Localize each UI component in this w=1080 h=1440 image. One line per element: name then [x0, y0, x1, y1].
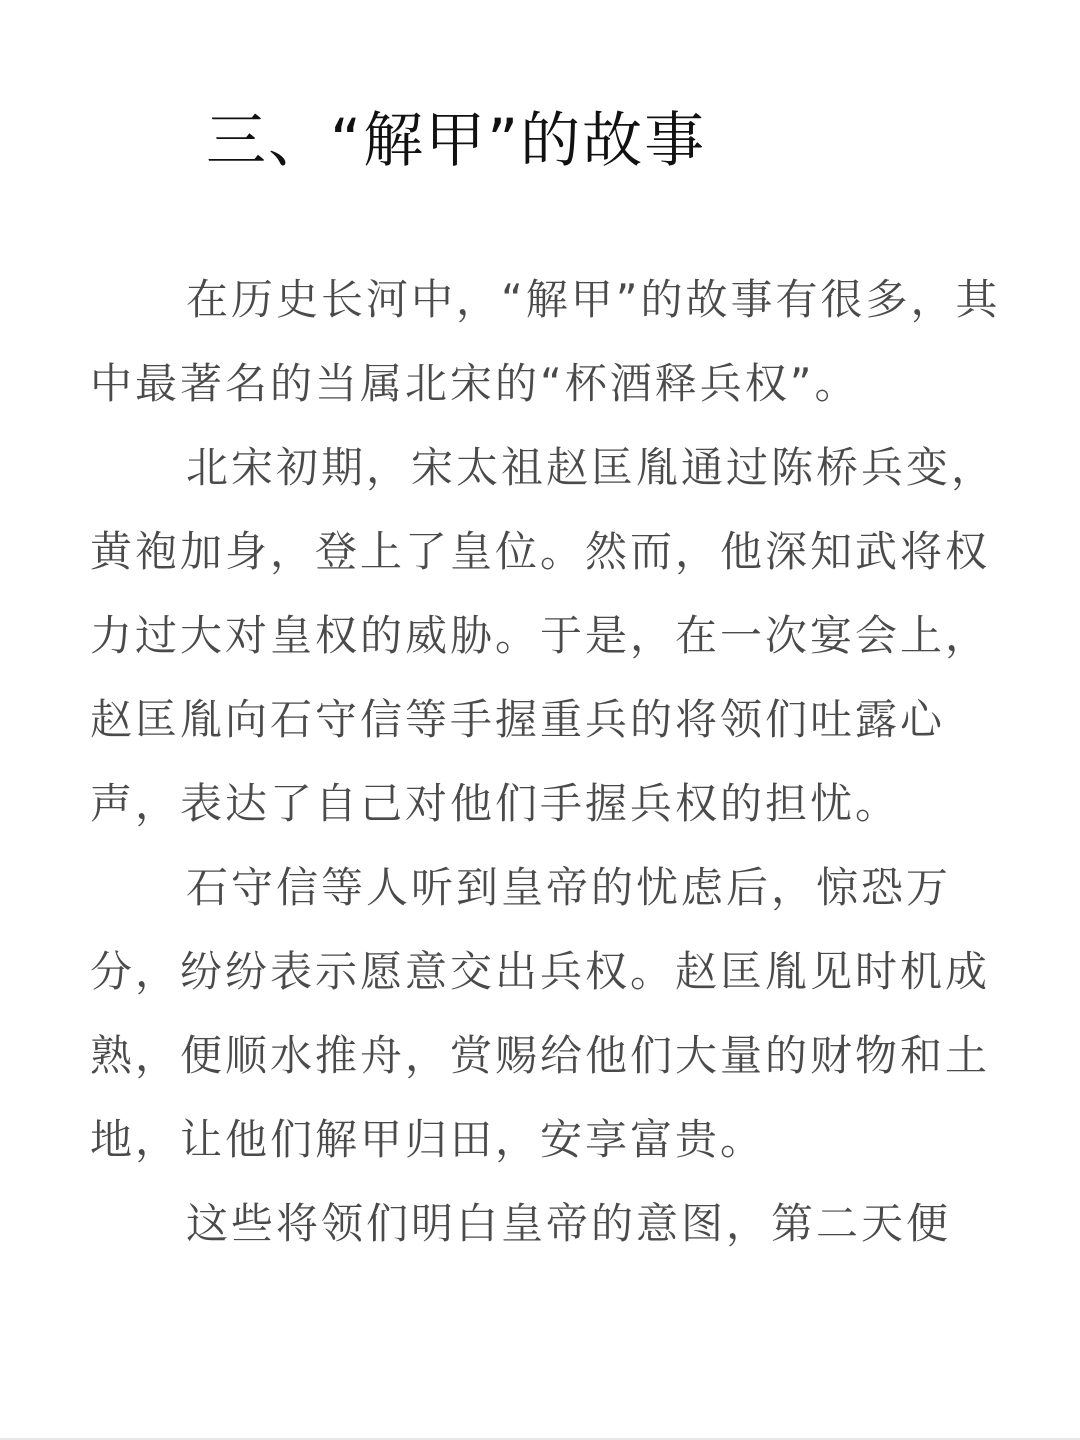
paragraph-4: 这些将领们明白皇帝的意图，第二天便: [186, 1199, 952, 1248]
paragraph-3: 石守信等人听到皇帝的忧虑后，惊恐万分，纷纷表示愿意交出兵权。赵匡胤见时机成熟，便顺水推舟，赏赐给他们大量的财物和土地，让他们解甲归田，安享富贵。: [90, 863, 991, 1164]
section-title: 三、“解甲”的故事: [206, 106, 707, 176]
paragraph-1: 在历史长河中，“解甲”的故事有很多，其中最著名的当属北宋的“杯酒释兵权”。: [90, 275, 1001, 408]
article-body: [90, 258, 1030, 1266]
paragraph-2: 北宋初期，宋太祖赵匡胤通过陈桥兵变，黄袍加身，登上了皇位。然而，他深知武将权力过大对皇权的威胁。于是，在一次宴会上，赵匡胤向石守信等手握重兵的将领们吐露心声，表达了自己对他们手握兵权的担忧。: [90, 443, 997, 828]
